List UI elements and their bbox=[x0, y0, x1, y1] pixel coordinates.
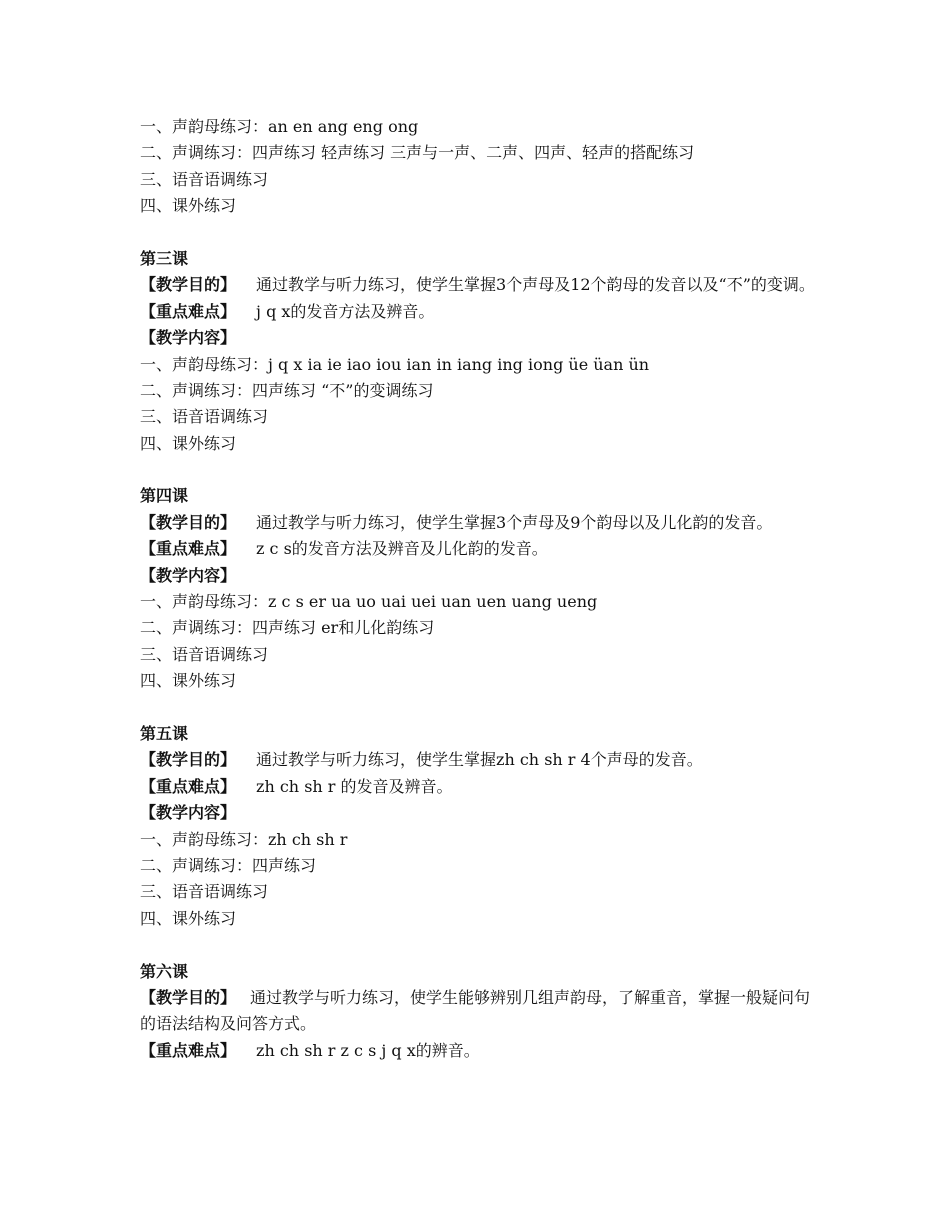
lesson4-title: 第四课 bbox=[140, 486, 189, 506]
lesson5-content-3: 三、语音语调练习 bbox=[140, 882, 269, 902]
spacer bbox=[140, 457, 820, 483]
lesson6-title: 第六课 bbox=[140, 961, 189, 981]
lesson4-goal bbox=[140, 510, 820, 536]
intro-line-2: 二、声调练习：四声练习 轻声练习 三声与一声、二声、四声、轻声的搭配练习 bbox=[140, 143, 695, 163]
lesson5-key bbox=[140, 774, 820, 800]
lesson5-goal bbox=[140, 747, 820, 773]
lesson6-key-text: zh ch sh r z c s j q x的辨音。 bbox=[256, 1040, 480, 1060]
lesson3-content-4: 四、课外练习 bbox=[140, 433, 237, 453]
lesson3-content-3: 三、语音语调练习 bbox=[140, 407, 269, 427]
lesson4-content-label: 【教学内容】 bbox=[140, 565, 237, 585]
lesson4-key bbox=[140, 536, 820, 562]
lesson5-content-4: 四、课外练习 bbox=[140, 908, 237, 928]
intro-line-1: 一、声韵母练习：an en ang eng ong bbox=[140, 117, 419, 136]
lesson3-goal-label: 【教学目的】 bbox=[140, 275, 237, 295]
lesson3-goal-text: 通过教学与听力练习，使学生掌握3个声母及12个韵母的发音以及“不”的变调。 bbox=[256, 275, 815, 295]
lesson5-title: 第五课 bbox=[140, 724, 189, 744]
lesson4-key-label: 【重点难点】 bbox=[140, 539, 237, 559]
spacer bbox=[140, 932, 820, 958]
lesson5-content-1: 一、声韵母练习：zh ch sh r bbox=[140, 829, 348, 849]
lesson3-key bbox=[140, 299, 820, 325]
lesson4-key-text: z c s的发音方法及辨音及儿化韵的发音。 bbox=[256, 539, 548, 559]
lesson5-key-text: zh ch sh r 的发音及辨音。 bbox=[256, 776, 453, 796]
lesson4-content-4: 四、课外练习 bbox=[140, 671, 237, 691]
lesson5-goal-label: 【教学目的】 bbox=[140, 750, 237, 770]
intro-line-3: 三、语音语调练习 bbox=[140, 169, 269, 189]
lesson6-goal-label: 【教学目的】 bbox=[140, 987, 237, 1007]
lesson6-key bbox=[140, 1038, 820, 1064]
spacer bbox=[140, 220, 820, 246]
lesson6-goal bbox=[140, 985, 820, 1038]
lesson3-content-label: 【教学内容】 bbox=[140, 328, 237, 348]
lesson4-content-2: 二、声调练习：四声练习 er和儿化韵练习 bbox=[140, 618, 435, 638]
lesson5-content-2: 二、声调练习：四声练习 bbox=[140, 855, 317, 875]
lesson5-goal-text: 通过教学与听力练习，使学生掌握zh ch sh r 4个声母的发音。 bbox=[256, 750, 703, 770]
lesson3-content-2: 二、声调练习：四声练习 “不”的变调练习 bbox=[140, 380, 434, 400]
spacer bbox=[140, 695, 820, 721]
lesson3-key-label: 【重点难点】 bbox=[140, 301, 237, 321]
lesson5-content-label: 【教学内容】 bbox=[140, 803, 237, 823]
lesson4-content-1: 一、声韵母练习：z c s er ua uo uai uei uan uen uang ueng bbox=[140, 592, 598, 612]
lesson4-goal-text: 通过教学与听力练习，使学生掌握3个声母及9个韵母以及儿化韵的发音。 bbox=[256, 512, 773, 532]
lesson3-key-text: j q x的发音方法及辨音。 bbox=[256, 301, 435, 321]
lesson3-content-1: 一、声韵母练习：j q x ia ie iao iou ian in iang ing iong üe üan ün bbox=[140, 354, 650, 374]
lesson3-goal bbox=[140, 272, 820, 298]
lesson4-goal-label: 【教学目的】 bbox=[140, 512, 237, 532]
lesson6-key-label: 【重点难点】 bbox=[140, 1040, 237, 1060]
lesson4-content-3: 三、语音语调练习 bbox=[140, 644, 269, 664]
lesson3-title: 第三课 bbox=[140, 248, 189, 268]
intro-line-4: 四、课外练习 bbox=[140, 196, 237, 216]
lesson6-goal-text: 通过教学与听力练习，使学生能够辨别几组声韵母，了解重音，掌握一般疑问句的语法结构及问答方式。 bbox=[140, 987, 811, 1034]
lesson5-key-label: 【重点难点】 bbox=[140, 776, 237, 796]
document-page bbox=[140, 114, 820, 1064]
